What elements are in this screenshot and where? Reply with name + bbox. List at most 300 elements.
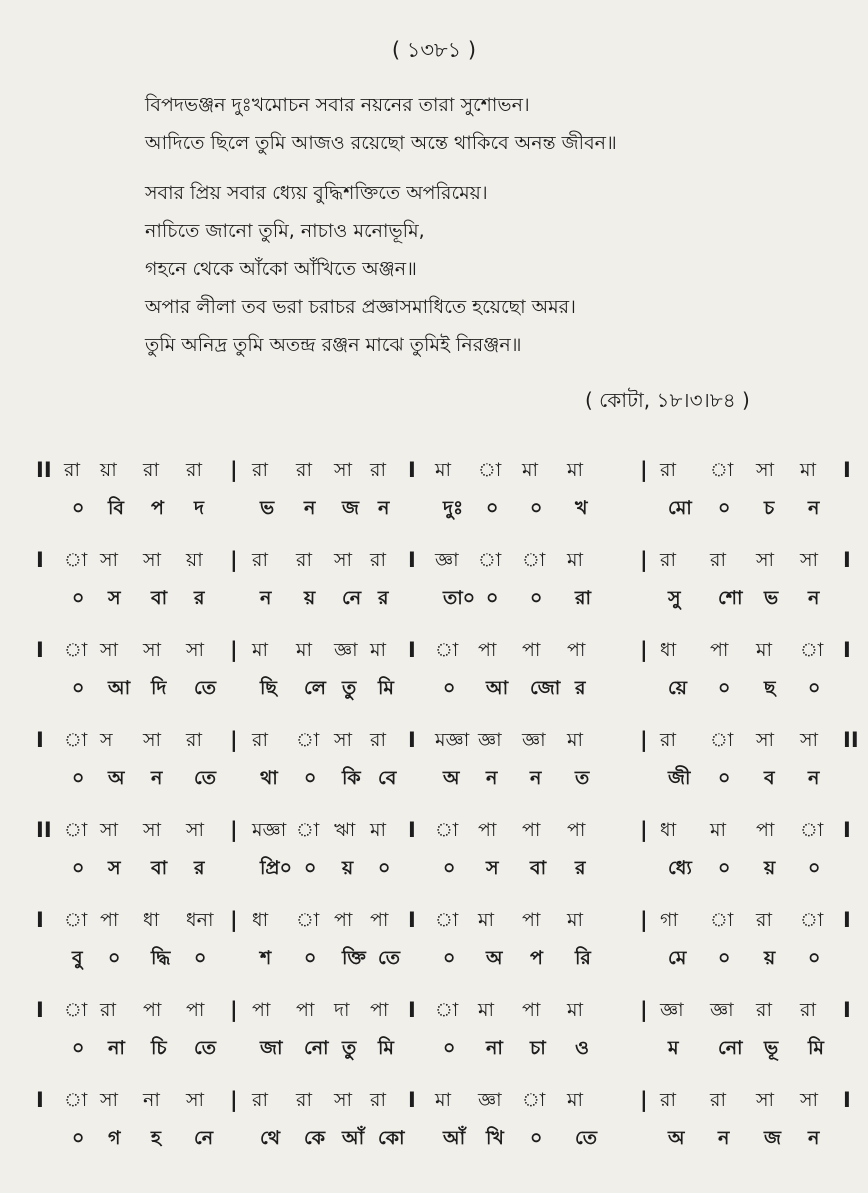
bar-line: I [408,458,416,482]
lyric-syllable: ০ [718,857,731,879]
swara-note: পা [756,819,775,841]
lyric-syllable: স [486,857,499,879]
lyric-syllable: আ [486,677,509,699]
swara-note: জ্ঞা [435,549,459,571]
lyric-syllable: প [530,947,543,969]
lyric-syllable: মো [668,497,692,519]
bar-line: | [640,458,648,482]
swara-note: া [435,999,459,1021]
lyric-syllable: য় [342,857,354,879]
swara-note: সা [800,1089,819,1111]
swara-note: রা [710,549,726,571]
bar-line: | [230,908,238,932]
lyric-syllable: তে [378,947,400,969]
bar-line: II [36,458,52,482]
swara-note: রা [186,459,202,481]
swara-note: পা [370,909,389,931]
bar-line: I [36,908,44,932]
syllable-line [0,1123,868,1153]
swara-note: মজ্ঞা [252,819,287,841]
swara-note: রা [296,459,312,481]
lyric-line: বিপদভঞ্জন দুঃখমোচন সবার নয়নের তারা সুশোভন। [145,94,530,116]
lyric-syllable: নে [194,1127,214,1149]
lyric-syllable: স [108,587,121,609]
lyric-syllable: ন [486,767,498,789]
syllable-line [0,943,868,973]
bar-line: | [640,908,648,932]
lyric-syllable: ক্তি [342,947,366,969]
swara-note: সা [186,639,205,661]
swara-note: পা [370,999,389,1021]
lyric-syllable: র [194,587,205,609]
bar-line: | [230,638,238,662]
swara-line [0,545,868,575]
bar-line: I [408,638,416,662]
swara-note: রা [370,729,386,751]
stanza-gap [145,162,617,174]
swara-note: পা [710,639,729,661]
swara-line [0,905,868,935]
lyric-syllable: ০ [304,857,317,879]
lyric-line: গহনে থেকে আঁকো আঁখিতে অঞ্জন॥ [145,258,417,280]
lyric-syllable: ০ [808,947,821,969]
swara-note: রা [252,549,268,571]
swara-note: সা [186,1089,205,1111]
lyric-syllable: য় [304,587,316,609]
swara-note: রা [100,999,116,1021]
swara-note: া [800,639,824,661]
swara-note: মা [522,459,539,481]
bar-line: | [640,818,648,842]
lyric-syllable: দ্ধি [151,947,171,969]
lyric-syllable: আঁ [443,1127,466,1149]
swara-note: মা [478,999,495,1021]
swara-note: ধনা [186,909,214,931]
swara-note: া [64,999,88,1021]
lyric-syllable: ০ [378,857,391,879]
lyric-syllable: থে [260,1127,281,1149]
bar-line: I [843,458,851,482]
swara-note: পা [522,909,541,931]
swara-note: সা [143,729,162,751]
lyric-syllable: ০ [718,947,731,969]
lyric-syllable: র [194,857,205,879]
lyric-syllable: লে [304,677,326,699]
swara-note: পা [478,819,497,841]
lyric-syllable: নে [342,587,362,609]
swara-note: রা [370,549,386,571]
swara-note: রা [756,999,772,1021]
syllable-line [0,673,868,703]
swara-note: মা [567,729,584,751]
lyric-syllable: ০ [108,947,121,969]
bar-line: | [230,998,238,1022]
bar-line: I [408,908,416,932]
swara-note: রা [186,729,202,751]
lyric-syllable: ধ্যে [668,857,692,879]
swara-note: া [710,909,734,931]
bar-line: I [843,548,851,572]
swara-note: মা [478,909,495,931]
swara-note: রা [64,459,80,481]
lyric-syllable: ০ [808,677,821,699]
swara-note: সা [334,1089,353,1111]
bar-line: | [230,458,238,482]
swara-note: া [435,639,459,661]
lyric-syllable: ০ [443,857,456,879]
swara-note: রা [370,1089,386,1111]
lyric-syllable: খ [575,497,588,519]
swara-note: মা [567,459,584,481]
lyric-syllable: তে [575,1127,597,1149]
lyric-syllable: ০ [72,587,85,609]
swara-note: না [143,1089,160,1111]
swaralipi-notation [0,455,868,1175]
notation-row [0,545,868,635]
lyric-syllable: ন [808,497,820,519]
lyric-syllable: তু [342,677,357,699]
lyric-syllable: প্রি০ [260,857,292,879]
lyric-syllable: ন [808,587,820,609]
swara-note: া [296,819,320,841]
lyric-syllable: তু [342,1037,357,1059]
bar-line: | [230,728,238,752]
swara-note: পা [100,909,119,931]
swara-note: জ্ঞা [478,729,502,751]
bar-line: | [640,998,648,1022]
swara-note: রা [296,549,312,571]
swara-note: রা [252,459,268,481]
lyric-line: অপার লীলা তব ভরা চরাচর প্রজ্ঞাসমাধিতে হয়েছো অমর। [145,296,576,318]
swara-note: সা [100,549,119,571]
swara-note: রা [710,1089,726,1111]
swara-note: সা [756,549,775,571]
lyric-syllable: অ [668,1127,685,1149]
lyric-syllable: চা [530,1037,546,1059]
bar-line: I [36,548,44,572]
lyric-syllable: শো [718,587,743,609]
notation-row [0,635,868,725]
swara-note: মা [252,639,269,661]
lyric-syllable: ন [808,1127,820,1149]
notation-row [0,815,868,905]
swara-note: সা [756,459,775,481]
lyric-syllable: জ [764,1127,781,1149]
swara-note: া [800,819,824,841]
lyric-syllable: তা০ [443,587,476,609]
lyric-syllable: অ [108,767,125,789]
swara-note: সা [100,819,119,841]
lyric-syllable: ০ [718,677,731,699]
lyric-syllable: ভ [764,587,779,609]
swara-note: সা [143,549,162,571]
bar-line: I [408,818,416,842]
notation-row [0,455,868,545]
swara-note: য়া [100,459,117,481]
swara-note: া [478,459,502,481]
swara-note: মা [567,999,584,1021]
lyric-syllable: বি [108,497,125,519]
lyric-syllable: গ [108,1127,121,1149]
swara-note: মা [435,1089,452,1111]
lyric-syllable: তে [194,1037,216,1059]
lyric-syllable: ব [764,767,775,789]
bar-line: | [230,1088,238,1112]
swara-note: সা [334,729,353,751]
swara-note: া [522,549,546,571]
lyric-line: নাচিতে জানো তুমি, নাচাও মনোভূমি, [145,220,425,242]
lyric-syllable: মি [808,1037,824,1059]
swara-note: া [435,909,459,931]
swara-note: া [64,729,88,751]
swara-note: রা [660,729,676,751]
swara-note: া [435,819,459,841]
syllable-line [0,763,868,793]
lyric-syllable: ০ [72,857,85,879]
swara-note: রা [252,729,268,751]
lyric-syllable: অ [486,947,503,969]
lyric-line: সবার প্রিয় সবার ধ্যেয় বুদ্ধিশক্তিতে অপরিমেয়। [145,182,488,204]
swara-note: জ্ঞা [710,999,734,1021]
swara-note: জ্ঞা [660,999,684,1021]
swara-note: রা [143,459,159,481]
swara-note: া [296,729,320,751]
swara-note: জ্ঞা [522,729,546,751]
lyric-syllable: তে [194,767,216,789]
notation-row [0,725,868,815]
lyric-syllable: বা [530,857,547,879]
swara-note: মজ্ঞা [435,729,470,751]
bar-line: | [230,818,238,842]
lyric-syllable: ত [575,767,590,789]
bar-line: | [230,548,238,572]
lyric-syllable: বা [151,587,168,609]
syllable-line [0,1033,868,1063]
lyric-syllable: ০ [530,497,543,519]
lyric-syllable: ন [808,767,820,789]
swara-note: মা [296,639,313,661]
lyric-syllable: রি [575,947,591,969]
bar-line: I [408,998,416,1022]
swara-note: া [800,909,824,931]
lyric-syllable: না [108,1037,125,1059]
lyric-syllable: নো [718,1037,743,1059]
bar-line: I [408,728,416,752]
bar-line: I [36,998,44,1022]
lyric-syllable: কি [342,767,361,789]
swara-note: সা [756,729,775,751]
swara-note: রা [660,1089,676,1111]
swara-note: ধা [660,819,677,841]
lyric-syllable: ছি [260,677,277,699]
lyric-syllable: জো [530,677,561,699]
syllable-line [0,493,868,523]
swara-note: রা [660,459,676,481]
bar-line: II [36,818,52,842]
lyric-syllable: রা [575,587,591,609]
lyric-syllable: য় [764,857,776,879]
notation-row [0,995,868,1085]
swara-note: রা [756,909,772,931]
notation-row [0,905,868,995]
swara-note: ধা [252,909,269,931]
swara-note: পা [296,999,315,1021]
lyric-syllable: ০ [443,677,456,699]
swara-note: গা [660,909,678,931]
swara-note: সা [100,639,119,661]
swara-note: জ্ঞা [334,639,358,661]
lyric-syllable: বা [151,857,168,879]
syllable-line [0,853,868,883]
swara-note: সা [100,1089,119,1111]
lyric-syllable: ০ [443,947,456,969]
lyric-syllable: মে [668,947,687,969]
swara-note: া [710,459,734,481]
swara-note: া [296,909,320,931]
lyric-syllable: কো [378,1127,405,1149]
lyric-syllable: মি [378,1037,394,1059]
lyric-syllable: সু [668,587,681,609]
lyric-syllable: ০ [72,1127,85,1149]
lyric-syllable: দুঃ [443,497,464,519]
syllable-line [0,583,868,613]
bar-line: | [640,548,648,572]
swara-line [0,635,868,665]
swara-note: া [522,1089,546,1111]
swara-note: পা [567,639,586,661]
bar-line: I [843,818,851,842]
lyric-syllable: ০ [304,947,317,969]
bar-line: | [640,728,648,752]
lyric-syllable: য় [764,947,776,969]
swara-note: জ্ঞা [478,1089,502,1111]
bar-line: I [36,1088,44,1112]
lyric-syllable: ০ [486,587,499,609]
lyric-syllable: ০ [486,497,499,519]
swara-note: রা [800,999,816,1021]
lyric-syllable: ০ [718,767,731,789]
swara-note: ধা [143,909,160,931]
bar-line: I [843,998,851,1022]
lyric-syllable: স [108,857,121,879]
lyric-syllable: র [378,587,389,609]
swara-note: মা [370,819,387,841]
swara-note: া [64,549,88,571]
lyric-syllable: নো [304,1037,329,1059]
lyric-line: আদিতে ছিলে তুমি আজও রয়েছো অন্তে থাকিবে অনন্ত জীবন॥ [145,132,617,154]
lyric-syllable: জ [342,497,359,519]
lyric-syllable: জী [668,767,691,789]
swara-line [0,725,868,755]
swara-note: রা [660,549,676,571]
swara-note: পা [522,639,541,661]
bar-line: | [640,1088,648,1112]
swara-note: মা [710,819,727,841]
swara-note: রা [252,1089,268,1111]
lyric-syllable: জা [260,1037,283,1059]
lyric-syllable: তে [194,677,216,699]
lyric-syllable: ন [260,587,272,609]
swara-note: পা [478,639,497,661]
lyric-syllable: খি [486,1127,504,1149]
lyric-syllable: ০ [530,587,543,609]
swara-note: সা [186,819,205,841]
swara-note: সা [143,639,162,661]
lyric-line: তুমি অনিদ্র তুমি অতন্দ্র রঞ্জন মাঝে তুমিই নিরঞ্জন॥ [145,334,522,356]
bar-line: II [843,728,859,752]
bar-line: I [843,908,851,932]
lyric-syllable: ন [151,767,163,789]
swara-note: মা [435,459,452,481]
swara-note: য়া [186,549,203,571]
swara-note: পা [252,999,271,1021]
swara-note: মা [800,459,817,481]
swara-note: মা [567,909,584,931]
lyric-syllable: আঁ [342,1127,365,1149]
swara-note: পা [186,999,205,1021]
lyric-syllable: ন [304,497,316,519]
lyric-syllable: অ [443,767,460,789]
place-date-citation: ( কোটা, ১৮।৩।৮৪ ) [585,388,750,412]
swara-note: মা [756,639,773,661]
swara-note: সা [756,1089,775,1111]
lyric-syllable: শ [260,947,272,969]
lyric-syllable: র [575,857,586,879]
lyric-syllable: থা [260,767,278,789]
lyric-syllable: দি [151,677,167,699]
swara-note: া [64,909,88,931]
lyric-syllable: ভ [260,497,275,519]
swara-note: পা [522,999,541,1021]
swara-note: পা [567,819,586,841]
swara-note: মা [370,639,387,661]
lyric-syllable: বু [72,947,83,969]
lyric-syllable: মি [378,677,394,699]
lyric-syllable: দ [194,497,204,519]
page-number: ( ১৩৮১ ) [391,38,477,62]
lyric-syllable: চ [764,497,775,519]
lyric-syllable: ন [530,767,542,789]
lyric-syllable: প [151,497,164,519]
lyric-syllable: বে [378,767,397,789]
swara-note: মা [567,549,584,571]
swara-note: সা [800,729,819,751]
bar-line: | [640,638,648,662]
swara-note: ঋা [334,819,356,841]
lyric-syllable: ও [575,1037,589,1059]
lyric-syllable: না [486,1037,503,1059]
swara-note: রা [370,459,386,481]
swara-note: পা [522,819,541,841]
lyric-syllable: ০ [304,767,317,789]
swara-note: া [64,639,88,661]
lyric-syllable: ০ [72,677,85,699]
swara-note: সা [334,549,353,571]
lyric-syllable: র [575,677,586,699]
lyric-syllable: ০ [72,497,85,519]
lyric-syllable: ০ [194,947,207,969]
swara-note: া [64,819,88,841]
swara-note: ধা [660,639,677,661]
lyric-syllable: কে [304,1127,326,1149]
swara-note: সা [800,549,819,571]
bar-line: I [408,548,416,572]
lyric-syllable: ০ [530,1127,543,1149]
swara-line [0,455,868,485]
lyric-syllable: ন [378,497,390,519]
bar-line: I [843,1088,851,1112]
lyric-syllable: ম [668,1037,679,1059]
